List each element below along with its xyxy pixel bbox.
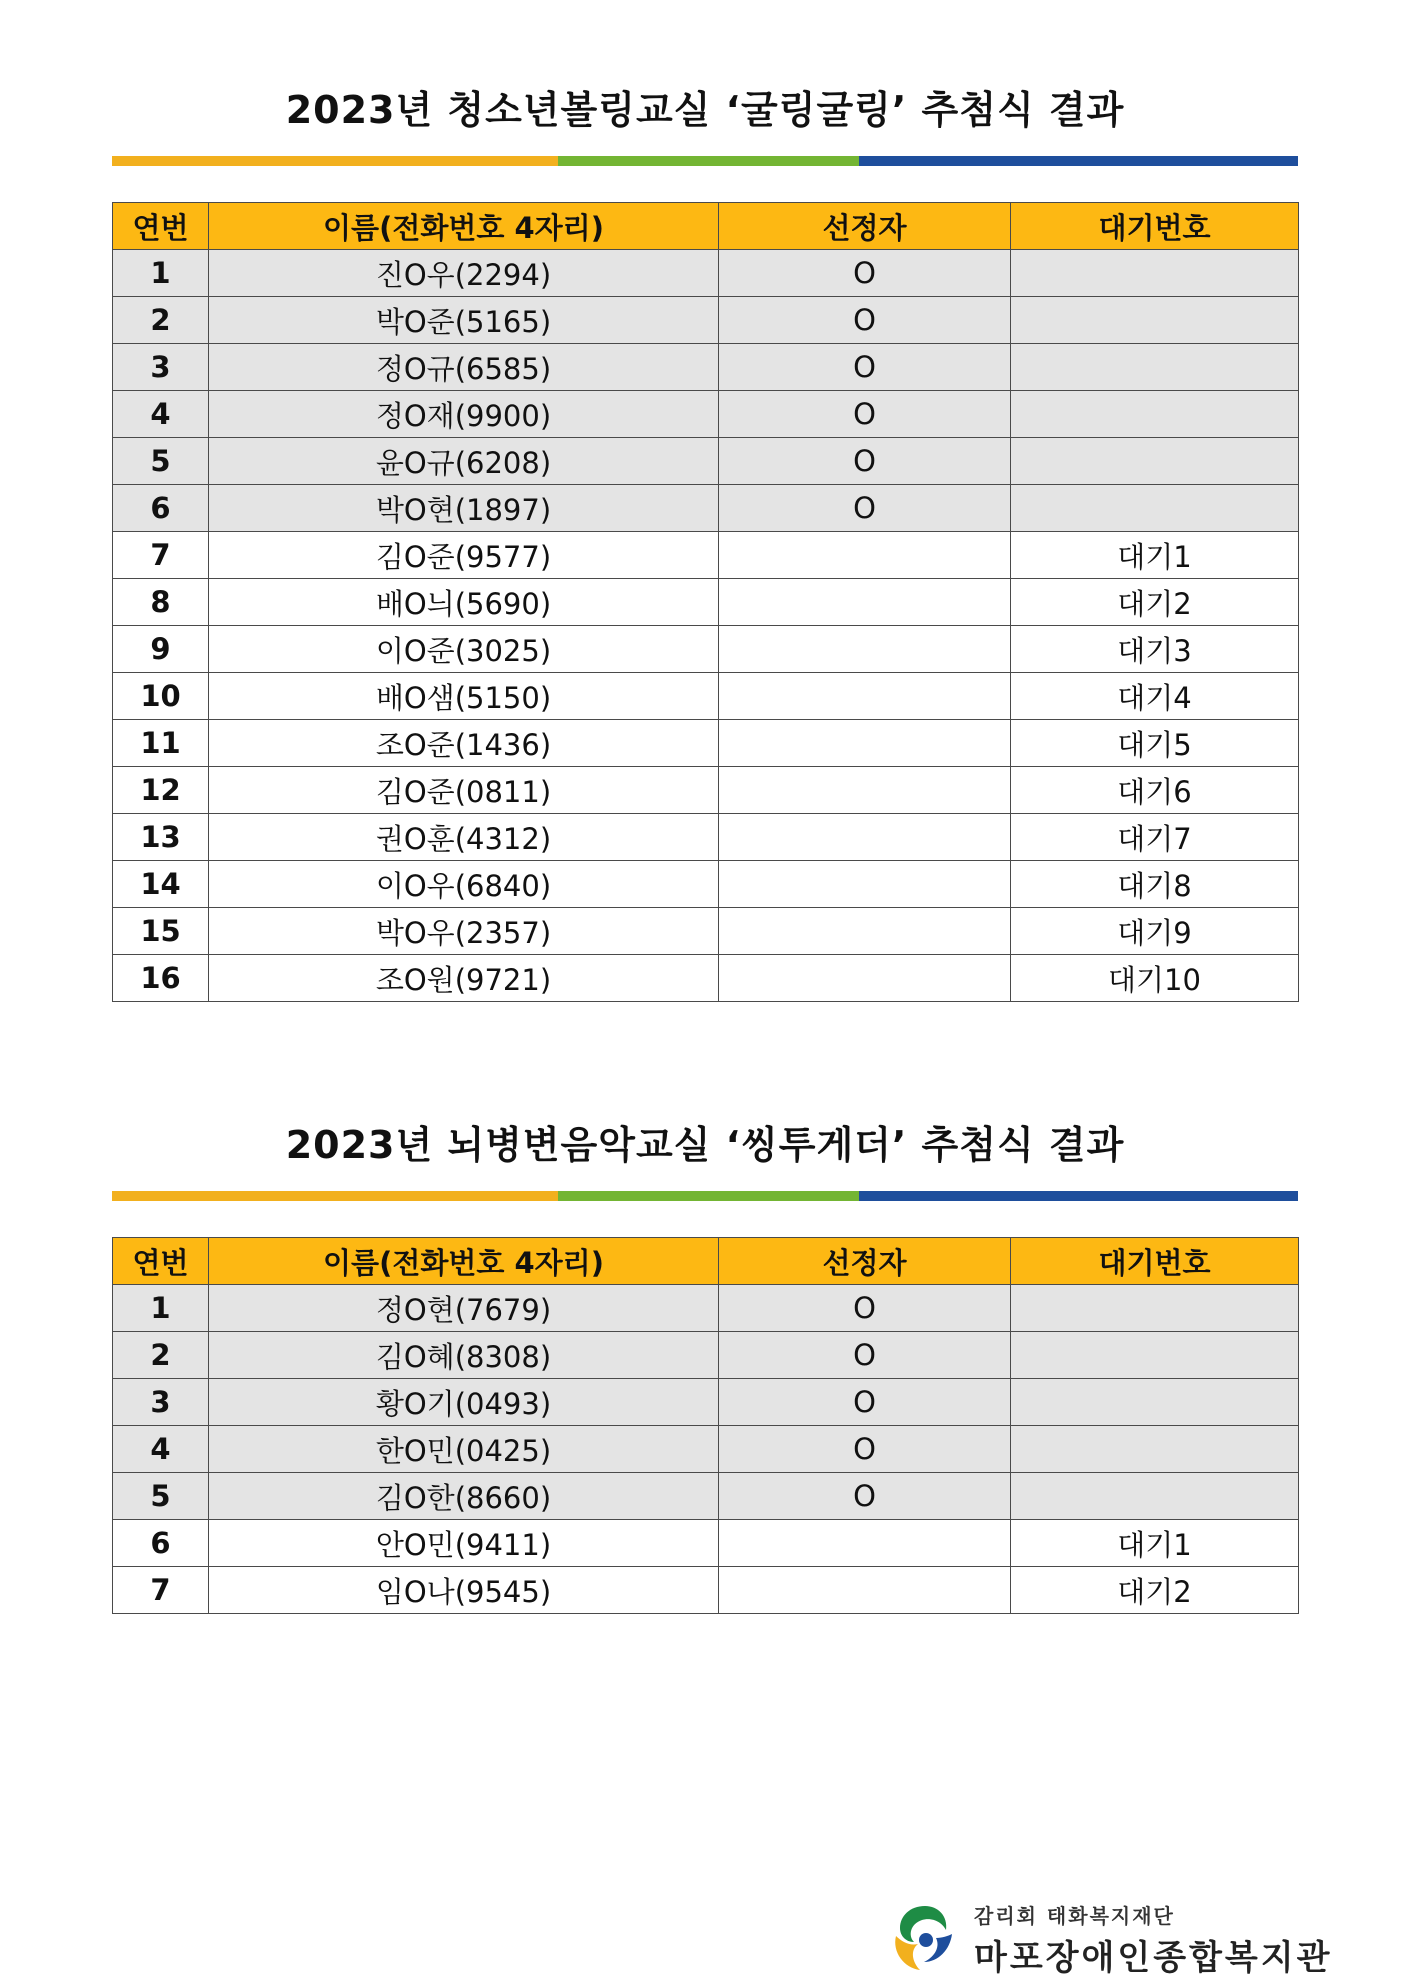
cell-name: 박O우(2357) — [209, 908, 719, 955]
cell-selected: O — [719, 1285, 1011, 1332]
cell-name: 안O민(9411) — [209, 1520, 719, 1567]
cell-selected: O — [719, 250, 1011, 297]
cell-waitlist: 대기9 — [1011, 908, 1299, 955]
cell-waitlist: 대기4 — [1011, 673, 1299, 720]
cell-name: 김O한(8660) — [209, 1473, 719, 1520]
cell-selected: O — [719, 1332, 1011, 1379]
table-row — [113, 1567, 1299, 1614]
table-row — [113, 767, 1299, 814]
cell-index: 5 — [113, 1473, 209, 1520]
section-bowling — [112, 80, 1298, 1002]
cell-index: 4 — [113, 1426, 209, 1473]
cell-waitlist — [1011, 391, 1299, 438]
table-row — [113, 579, 1299, 626]
cell-index: 7 — [113, 532, 209, 579]
cell-name: 윤O규(6208) — [209, 438, 719, 485]
cell-selected — [719, 626, 1011, 673]
cell-name: 진O우(2294) — [209, 250, 719, 297]
cell-index: 10 — [113, 673, 209, 720]
table-row — [113, 344, 1299, 391]
cell-name: 김O준(9577) — [209, 532, 719, 579]
table-row — [113, 485, 1299, 532]
cell-index: 6 — [113, 485, 209, 532]
table-row — [113, 438, 1299, 485]
table-row — [113, 908, 1299, 955]
results-table — [112, 202, 1299, 1002]
cell-name: 이O준(3025) — [209, 626, 719, 673]
cell-waitlist: 대기1 — [1011, 1520, 1299, 1567]
cell-name: 이O우(6840) — [209, 861, 719, 908]
cell-selected: O — [719, 485, 1011, 532]
cell-waitlist — [1011, 297, 1299, 344]
section-music — [112, 1115, 1298, 1614]
results-table — [112, 1237, 1299, 1614]
cell-name: 권O훈(4312) — [209, 814, 719, 861]
cell-name: 배O샘(5150) — [209, 673, 719, 720]
footer-organization-name: 마포장애인종합복지관 — [974, 1938, 1333, 1978]
table-row — [113, 1426, 1299, 1473]
cell-selected: O — [719, 1379, 1011, 1426]
cell-selected — [719, 955, 1011, 1002]
cell-waitlist: 대기2 — [1011, 579, 1299, 626]
table-row — [113, 297, 1299, 344]
cell-waitlist: 대기1 — [1011, 532, 1299, 579]
color-divider — [112, 156, 1298, 166]
cell-name: 정O규(6585) — [209, 344, 719, 391]
cell-selected — [719, 861, 1011, 908]
divider-blue — [859, 156, 1298, 166]
table-row — [113, 720, 1299, 767]
cell-waitlist — [1011, 344, 1299, 391]
table-row — [113, 955, 1299, 1002]
cell-waitlist — [1011, 1332, 1299, 1379]
cell-selected: O — [719, 391, 1011, 438]
cell-index: 9 — [113, 626, 209, 673]
table-header-row — [113, 203, 1299, 250]
section-title: 2023년 뇌병변음악교실 ‘씽투게더’ 추첨식 결과 — [285, 1123, 1125, 1167]
cell-waitlist — [1011, 1426, 1299, 1473]
cell-name: 박O현(1897) — [209, 485, 719, 532]
cell-selected — [719, 908, 1011, 955]
cell-index: 14 — [113, 861, 209, 908]
cell-name: 배O늬(5690) — [209, 579, 719, 626]
cell-index: 8 — [113, 579, 209, 626]
cell-selected: O — [719, 297, 1011, 344]
cell-index: 15 — [113, 908, 209, 955]
header-waitlist: 대기번호 — [1011, 1238, 1299, 1285]
table-row — [113, 673, 1299, 720]
cell-selected — [719, 1520, 1011, 1567]
header-selected: 선정자 — [719, 1238, 1011, 1285]
cell-waitlist — [1011, 1379, 1299, 1426]
foundation-logo-icon — [888, 1900, 962, 1974]
cell-waitlist — [1011, 1473, 1299, 1520]
table-row — [113, 814, 1299, 861]
cell-name: 조O원(9721) — [209, 955, 719, 1002]
table-row — [113, 532, 1299, 579]
cell-index: 1 — [113, 1285, 209, 1332]
header-selected: 선정자 — [719, 203, 1011, 250]
table-row — [113, 250, 1299, 297]
cell-index: 2 — [113, 297, 209, 344]
cell-selected — [719, 532, 1011, 579]
cell-selected — [719, 720, 1011, 767]
cell-waitlist: 대기7 — [1011, 814, 1299, 861]
table-row — [113, 1379, 1299, 1426]
cell-waitlist — [1011, 438, 1299, 485]
cell-index: 11 — [113, 720, 209, 767]
cell-index: 7 — [113, 1567, 209, 1614]
header-index: 연번 — [113, 203, 209, 250]
table-row — [113, 1520, 1299, 1567]
cell-selected: O — [719, 438, 1011, 485]
cell-selected — [719, 579, 1011, 626]
cell-name: 정O현(7679) — [209, 1285, 719, 1332]
cell-waitlist: 대기8 — [1011, 861, 1299, 908]
table-row — [113, 1473, 1299, 1520]
cell-index: 12 — [113, 767, 209, 814]
divider-yellow — [112, 156, 558, 166]
footer-logo — [888, 1900, 1348, 1978]
cell-selected — [719, 767, 1011, 814]
cell-index: 16 — [113, 955, 209, 1002]
cell-waitlist: 대기3 — [1011, 626, 1299, 673]
cell-selected — [719, 814, 1011, 861]
divider-green — [558, 1191, 859, 1201]
cell-selected: O — [719, 1473, 1011, 1520]
cell-name: 김O준(0811) — [209, 767, 719, 814]
header-name: 이름(전화번호 4자리) — [209, 1238, 719, 1285]
cell-index: 13 — [113, 814, 209, 861]
cell-name: 임O나(9545) — [209, 1567, 719, 1614]
cell-index: 4 — [113, 391, 209, 438]
cell-name: 박O준(5165) — [209, 297, 719, 344]
header-index: 연번 — [113, 1238, 209, 1285]
cell-selected — [719, 1567, 1011, 1614]
cell-index: 5 — [113, 438, 209, 485]
cell-waitlist: 대기5 — [1011, 720, 1299, 767]
cell-waitlist: 대기6 — [1011, 767, 1299, 814]
cell-waitlist: 대기2 — [1011, 1567, 1299, 1614]
table-row — [113, 1332, 1299, 1379]
divider-blue — [859, 1191, 1298, 1201]
table-row — [113, 626, 1299, 673]
table-row — [113, 1285, 1299, 1332]
cell-waitlist: 대기10 — [1011, 955, 1299, 1002]
footer-subtitle: 감리회 태화복지재단 — [974, 1904, 1175, 1928]
cell-waitlist — [1011, 1285, 1299, 1332]
divider-yellow — [112, 1191, 558, 1201]
cell-waitlist — [1011, 250, 1299, 297]
table-row — [113, 861, 1299, 908]
cell-selected: O — [719, 344, 1011, 391]
cell-index: 3 — [113, 1379, 209, 1426]
cell-index: 6 — [113, 1520, 209, 1567]
cell-name: 정O재(9900) — [209, 391, 719, 438]
cell-selected: O — [719, 1426, 1011, 1473]
header-waitlist: 대기번호 — [1011, 203, 1299, 250]
cell-selected — [719, 673, 1011, 720]
cell-name: 한O민(0425) — [209, 1426, 719, 1473]
header-name: 이름(전화번호 4자리) — [209, 203, 719, 250]
section-title: 2023년 청소년볼링교실 ‘굴링굴링’ 추첨식 결과 — [285, 88, 1125, 132]
color-divider — [112, 1191, 1298, 1201]
cell-name: 김O혜(8308) — [209, 1332, 719, 1379]
cell-waitlist — [1011, 485, 1299, 532]
cell-index: 3 — [113, 344, 209, 391]
cell-name: 조O준(1436) — [209, 720, 719, 767]
cell-index: 2 — [113, 1332, 209, 1379]
table-header-row — [113, 1238, 1299, 1285]
cell-index: 1 — [113, 250, 209, 297]
table-row — [113, 391, 1299, 438]
cell-name: 황O기(0493) — [209, 1379, 719, 1426]
divider-green — [558, 156, 859, 166]
